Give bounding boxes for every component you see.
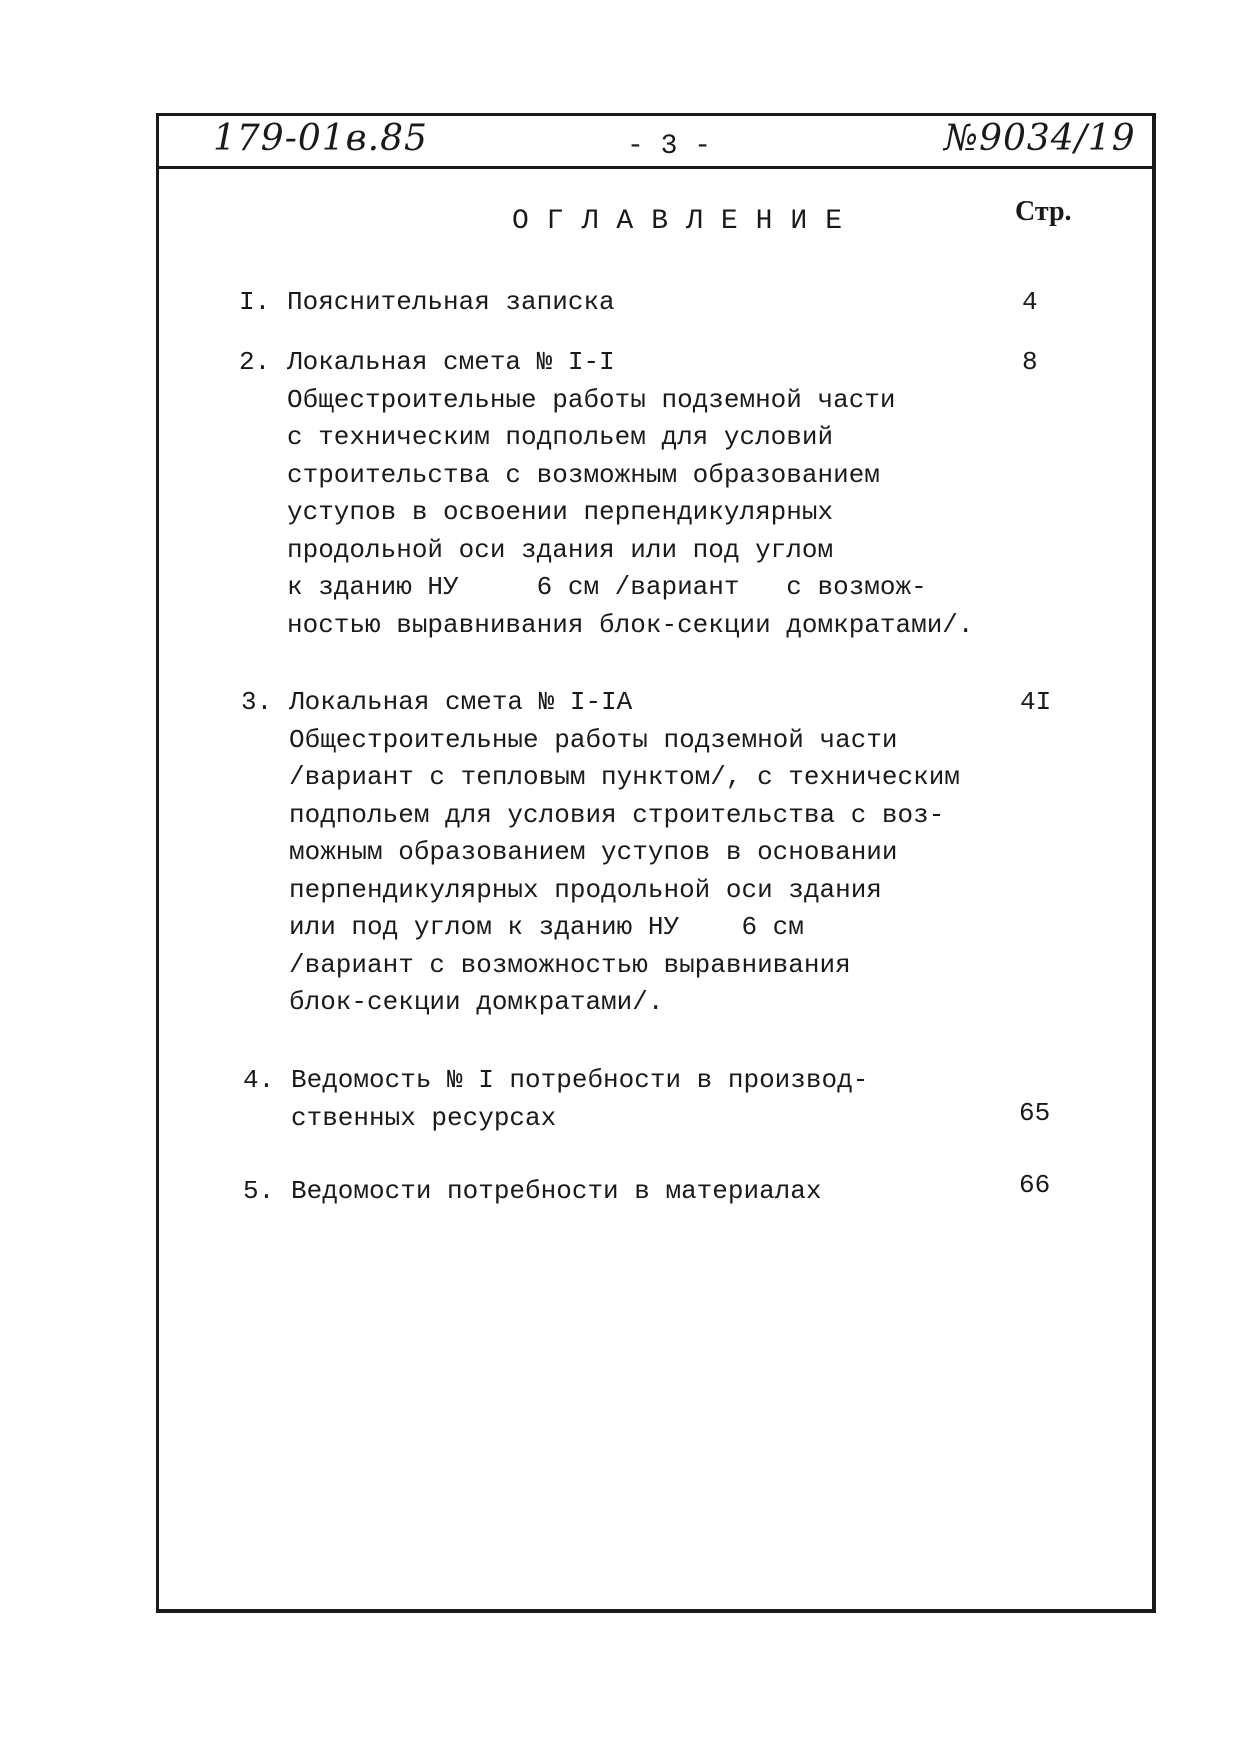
toc-item-page: 65 <box>1019 1098 1051 1128</box>
toc-item-line: /вариант с возможностью выравнивания <box>289 949 851 980</box>
toc-item-line: с техническим подпольем для условий <box>287 422 834 452</box>
toc-item-line: подпольем для условия строительства с воз- <box>289 799 945 830</box>
toc-item-page: 66 <box>1019 1170 1051 1200</box>
toc-title: ОГЛАВЛЕНИЕ <box>512 206 861 237</box>
toc-item-line: или под углом к зданию НУ 6 см <box>289 912 804 942</box>
toc-item-page: 4I <box>1020 687 1052 717</box>
toc-item-line: строительства с возможным образованием <box>287 459 880 490</box>
toc-item-line: Локальная смета № I-IА <box>289 687 633 717</box>
toc-item-page: 8 <box>1022 347 1038 377</box>
toc-item-page: 4 <box>1022 287 1038 317</box>
toc-item-line: можным образованием уступов в основании <box>289 837 898 867</box>
toc-item-line: Ведомости потребности в материалах <box>291 1176 822 1206</box>
toc-item-line: ностью выравнивания блок-секции домкратами/. <box>287 609 974 640</box>
toc-item-line: Ведомость № I потребности в производ- <box>291 1065 869 1095</box>
toc-item-line: уступов в освоении перпендикулярных <box>287 497 834 527</box>
toc-item-line: ственных ресурсах <box>291 1102 557 1133</box>
toc-item-line: продольной оси здания или под углом <box>287 534 834 565</box>
toc-item-line: Локальная смета № I-I <box>287 347 615 377</box>
page-column-header: Стр. <box>1015 196 1072 227</box>
toc-item-line: Общестроительные работы подземной части <box>289 724 898 755</box>
toc-item-line: Пояснительная записка <box>287 287 615 317</box>
toc-item-number: I. <box>239 287 271 317</box>
toc-item-number: 4. <box>243 1065 275 1095</box>
page-frame <box>156 113 1156 1613</box>
toc-item-line: перпендикулярных продольной оси здания <box>289 874 882 905</box>
toc-item-line: Общестроительные работы подземной части <box>287 384 896 415</box>
toc-item-number: 3. <box>241 687 273 717</box>
toc-item-line: к зданию НУ 6 см /вариант с возмож- <box>287 572 927 602</box>
document-code-left: 179-01в.85 <box>213 118 428 159</box>
toc-item-line: /вариант с тепловым пунктом/, с техническим <box>289 762 960 792</box>
page-number: - 3 - <box>627 131 712 162</box>
toc-item-line: блок-секции домкратами/. <box>289 987 664 1017</box>
header-divider <box>159 166 1152 169</box>
toc-item-number: 2. <box>239 347 271 377</box>
document-code-right: №9034/19 <box>944 118 1136 159</box>
toc-item-number: 5. <box>243 1176 275 1206</box>
